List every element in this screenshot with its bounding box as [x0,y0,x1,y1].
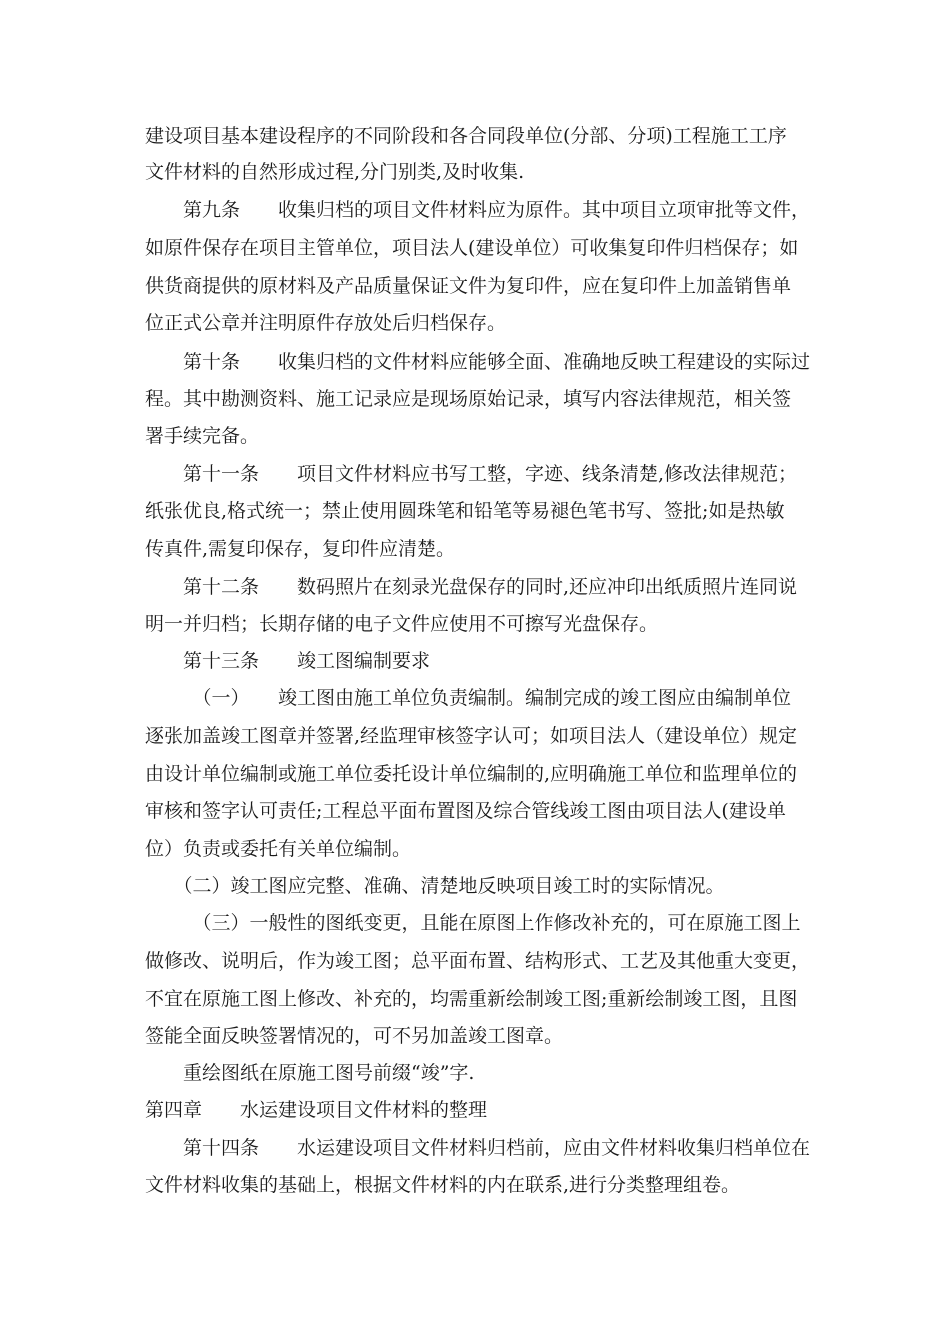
text-line: 传真件,需复印保存，复印件应清楚。 [145,538,456,560]
text-line: 第九条 收集归档的项目文件材料应为原件。其中项目立项审批等文件， [145,199,811,221]
text-line: （三）一般性的图纸变更，且能在原图上作修改补充的，可在原施工图上 [145,912,801,934]
chapter-heading: 第四章 水运建设项目文件材料的整理 [145,1099,488,1121]
text-line: 第十四条 水运建设项目文件材料归档前，应由文件材料收集归档单位在 [145,1137,811,1159]
text-line: 做修改、说明后，作为竣工图；总平面布置、结构形式、工艺及其他重大变更， [145,950,811,972]
text-line: （二）竣工图应完整、准确、清楚地反映项目竣工时的实际情况。 [145,875,725,897]
text-line: 供货商提供的原材料及产品质量保证文件为复印件，应在复印件上加盖销售单 [145,275,792,297]
text-line: 第十一条 项目文件材料应书写工整，字迹、线条清楚,修改法律规范； [145,463,798,485]
text-line: （一） 竣工图由施工单位负责编制。编制完成的竣工图应由编制单位 [145,687,792,709]
text-line: 纸张优良,格式统一；禁止使用圆珠笔和铅笔等易褪色笔书写、签批;如是热敏 [145,500,785,522]
text-line: 文件材料收集的基础上，根据文件材料的内在联系,进行分类整理组卷。 [145,1174,741,1196]
text-line: 明一并归档；长期存储的电子文件应使用不可擦写光盘保存。 [145,613,659,635]
text-line: 位）负责或委托有关单位编制。 [145,838,412,860]
text-line: 第十条 收集归档的文件材料应能够全面、准确地反映工程建设的实际过 [145,351,811,373]
text-line: 署手续完备。 [145,425,260,447]
text-line: 位正式公章并注明原件存放处后归档保存。 [145,312,507,334]
text-line: 第十二条 数码照片在刻录光盘保存的同时,还应冲印出纸质照片连同说 [145,576,798,598]
text-line: 程。其中勘测资料、施工记录应是现场原始记录，填写内容法律规范，相关签 [145,388,792,410]
text-line: 逐张加盖竣工图章并签署,经监理审核签字认可；如项目法人（建设单位）规定 [145,725,798,747]
text-line: 如原件保存在项目主管单位，项目法人(建设单位）可收集复印件归档保存；如 [145,237,799,259]
text-line: 文件材料的自然形成过程,分门别类,及时收集. [145,161,525,183]
text-line: 签能全面反映签署情况的，可不另加盖竣工图章。 [145,1025,564,1047]
text-line: 审核和签字认可责任;工程总平面布置图及综合管线竣工图由项目法人(建设单 [145,800,786,822]
text-line: 第十三条 竣工图编制要求 [145,650,431,672]
text-line: 不宜在原施工图上修改、补充的，均需重新绘制竣工图;重新绘制竣工图，且图 [145,988,798,1010]
text-line: 由设计单位编制或施工单位委托设计单位编制的,应明确施工单位和监理单位的 [145,763,798,785]
text-line: 建设项目基本建设程序的不同阶段和各合同段单位(分部、分项)工程施工工序 [145,125,787,147]
text-line: 重绘图纸在原施工图号前缀“竣”字. [145,1062,475,1084]
